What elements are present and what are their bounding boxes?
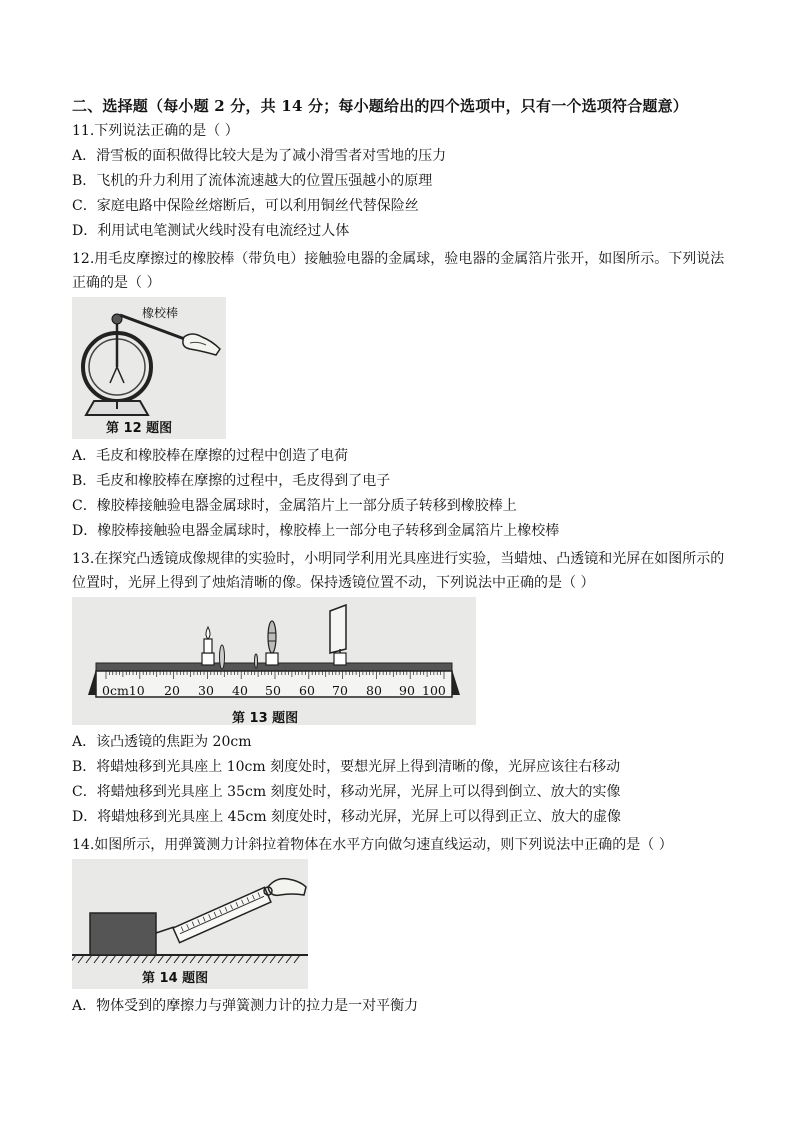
- ruler-label-0: 0cm10: [102, 683, 145, 698]
- ruler-label-70: 70: [332, 683, 348, 698]
- question-12-option-b: B．毛皮和橡胶棒在摩擦的过程中，毛皮得到了电子: [72, 473, 391, 489]
- figure-13-caption: 第 13 题图: [232, 711, 299, 725]
- section-heading: 二、选择题（每小题 2 分，共 14 分；每小题给出的四个选项中，只有一个选项符合题意）: [72, 97, 689, 115]
- ruler-label-60: 60: [299, 683, 315, 698]
- ruler-label-90: 90: [399, 683, 415, 698]
- figure-13-optical-bench: [72, 597, 476, 725]
- question-13-option-b: B．将蜡烛移到光具座上 10cm 刻度处时，要想光屏上得到清晰的像，光屏应该往右移动: [72, 759, 621, 775]
- ruler-label-50: 50: [265, 683, 281, 698]
- question-11-option-d: D．利用试电笔测试火线时没有电流经过人体: [72, 223, 350, 239]
- figure-14-caption: 第 14 题图: [142, 971, 209, 986]
- question-11-option-c: C．家庭电路中保险丝熔断后，可以利用铜丝代替保险丝: [72, 198, 419, 214]
- question-12-option-a: A．毛皮和橡胶棒在摩擦的过程中创造了电荷: [72, 448, 349, 464]
- ruler-label-30: 30: [198, 683, 214, 698]
- question-12-stem-line1: 12.用毛皮摩擦过的橡胶棒（带负电）接触验电器的金属球，验电器的金属箔片张开，如图所示。下列说法: [72, 251, 725, 267]
- question-13-stem-line1: 13.在探究凸透镜成像规律的实验时，小明同学利用光具座进行实验，当蜡烛、凸透镜和光屏在如图所示的: [72, 551, 725, 567]
- question-11: [72, 122, 732, 241]
- figure-12-electroscope: [72, 297, 226, 439]
- question-11-option-a: A．滑雪板的面积做得比较大是为了减小滑雪者对雪地的压力: [72, 148, 447, 164]
- question-13-option-c: C．将蜡烛移到光具座上 35cm 刻度处时，移动光屏，光屏上可以得到倒立、放大的实像: [72, 784, 621, 800]
- figure-14-spring-scale: [72, 859, 308, 989]
- question-14-option-a: A．物体受到的摩擦力与弹簧测力计的拉力是一对平衡力: [72, 998, 419, 1014]
- ruler-label-100: 100: [422, 683, 446, 698]
- question-11-option-b: B．飞机的升力利用了流体流速越大的位置压强越小的原理: [72, 173, 433, 189]
- optical-bench-illustration: [72, 597, 476, 725]
- question-14-stem: 14.如图所示，用弹簧测力计斜拉着物体在水平方向做匀速直线运动，则下列说法中正确的是（ ）: [72, 837, 673, 853]
- exam-page: [72, 96, 732, 1022]
- question-14: [72, 833, 732, 1016]
- question-13-option-a: A．该凸透镜的焦距为 20cm: [72, 734, 252, 750]
- ground-hatch: [72, 955, 300, 963]
- question-12-option-c: C．橡胶棒接触验电器金属球时，金属箔片上一部分质子转移到橡胶棒上: [72, 498, 517, 514]
- question-13-option-d: D．将蜡烛移到光具座上 45cm 刻度处时，移动光屏，光屏上可以得到正立、放大的虚像: [72, 809, 622, 825]
- ruler-label-40: 40: [232, 683, 248, 698]
- question-12-option-d: D．橡胶棒接触验电器金属球时，橡胶棒上一部分电子转移到金属箔片上橡校棒: [72, 523, 560, 539]
- question-12-stem-line2: 正确的是（ ）: [72, 275, 161, 291]
- question-13-stem-line2: 位置时，光屏上得到了烛焰清晰的像。保持透镜位置不动，下列说法中正确的是（ ）: [72, 575, 595, 591]
- question-13: [72, 547, 732, 827]
- figure-12-caption: 第 12 题图: [106, 421, 173, 436]
- ruler-label-20: 20: [164, 683, 180, 698]
- ruler-label-80: 80: [366, 683, 382, 698]
- question-12: [72, 247, 732, 541]
- rubber-rod-label: 橡校棒: [142, 306, 179, 320]
- question-11-stem: 11.下列说法正确的是（ ）: [72, 123, 239, 139]
